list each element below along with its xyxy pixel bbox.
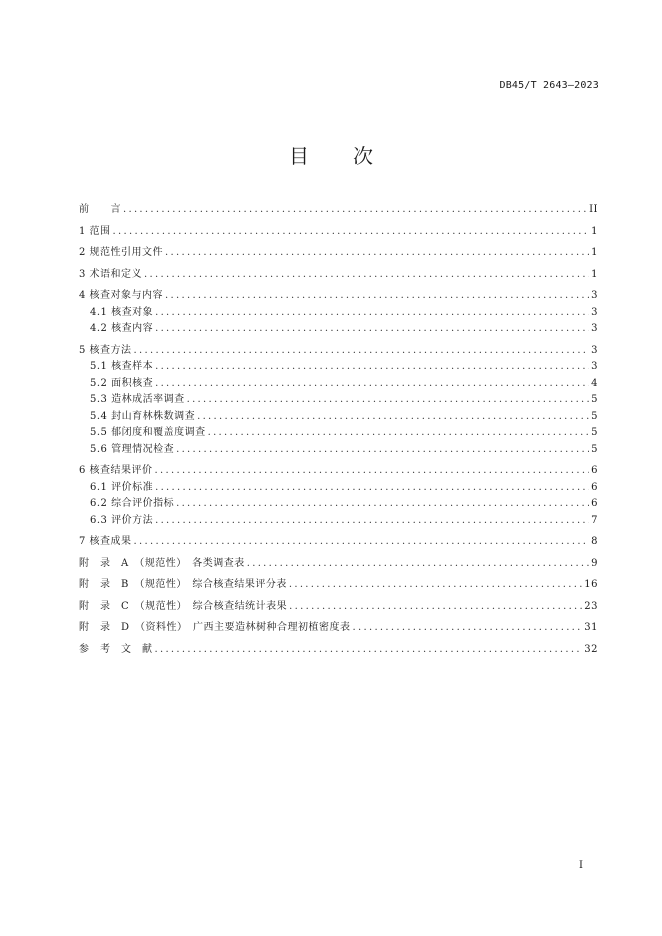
toc-entry-page: 8 [591,536,598,547]
toc-entry-label: 7 核查成果 [79,536,132,547]
toc-dot-leader [165,288,589,305]
toc-entry-label: 5.4 封山育林株数调查 [90,410,196,422]
toc-dot-leader [208,425,590,442]
toc-entry[interactable] [79,392,598,409]
toc-entry[interactable] [79,463,598,480]
toc-dot-leader [155,376,589,393]
toc-entry-page: 5 [591,410,598,422]
toc-dot-leader [155,463,590,480]
toc-dot-leader [144,267,589,284]
toc-entry-page: 31 [584,622,598,633]
toc-entry-page: 1 [591,247,598,258]
toc-entry-page: 5 [591,427,598,438]
toc-entry-page: 5 [591,443,598,455]
toc-entry-page: 16 [584,579,598,590]
toc-entry-page: 7 [591,514,598,526]
toc-entry-page: II [589,204,598,215]
toc-entry[interactable] [79,202,598,219]
toc-entry-label: 附 录 C （规范性） 综合核查结统计表果 [79,600,288,612]
toc-dot-leader [134,343,590,360]
toc-entry[interactable] [79,642,598,659]
toc-entry[interactable] [79,442,598,459]
toc-dot-leader [123,202,587,219]
toc-entry[interactable] [79,224,598,241]
toc-dot-leader [155,480,589,497]
toc-dot-leader [176,496,589,513]
toc-entry-label: 6.3 评价方法 [90,514,154,526]
toc-entry[interactable] [79,599,598,616]
table-of-contents [79,202,598,658]
toc-dot-leader [187,392,590,409]
toc-entry[interactable] [79,409,598,426]
toc-entry-page: 3 [591,361,598,372]
toc-entry-page: 5 [591,394,598,405]
title-char-1: 目 [289,144,309,168]
toc-dot-leader [353,620,583,637]
toc-dot-leader [289,599,582,616]
document-code: DB45/T 2643—2023 [499,80,599,91]
toc-entry-label: 5.3 造林成活率调查 [90,394,185,405]
toc-entry[interactable] [79,359,598,376]
toc-entry[interactable] [79,376,598,393]
toc-entry-page: 6 [591,498,598,509]
toc-entry-page: 9 [591,557,598,569]
toc-entry-page: 3 [591,344,598,356]
toc-entry-label: 前 言 [79,204,121,215]
toc-entry-label: 5.2 面积核查 [90,377,154,389]
toc-entry-page: 4 [591,377,598,389]
toc-entry-page: 3 [591,306,598,318]
toc-dot-leader [155,321,589,338]
toc-entry-label: 3 术语和定义 [79,268,143,280]
toc-dot-leader [155,513,589,530]
toc-entry[interactable] [79,496,598,513]
toc-entry-label: 1 范围 [79,225,111,237]
toc-entry[interactable] [79,620,598,637]
toc-entry-page: 3 [591,323,598,334]
toc-dot-leader [176,442,589,459]
toc-entry[interactable] [79,534,598,551]
toc-entry[interactable] [79,425,598,442]
toc-entry-page: 6 [591,481,598,493]
toc-dot-leader [165,245,589,262]
page-title [0,140,662,169]
toc-entry-label: 6 核查结果评价 [79,465,153,476]
toc-entry-page: 1 [591,225,598,237]
toc-dot-leader [155,642,583,659]
toc-entry-label: 5.5 郁闭度和覆盖度调查 [90,427,206,438]
toc-entry-page: 23 [584,600,598,612]
toc-entry[interactable] [79,321,598,338]
toc-entry[interactable] [79,556,598,573]
toc-entry-label: 4 核查对象与内容 [79,290,164,301]
toc-entry[interactable] [79,305,598,322]
toc-dot-leader [247,556,589,573]
toc-entry-label: 参 考 文 献 [79,643,153,655]
toc-entry[interactable] [79,513,598,530]
toc-dot-leader [134,534,590,551]
toc-entry-page: 1 [591,268,598,280]
toc-entry-label: 附 录 B （规范性） 综合核查结果评分表 [79,579,287,590]
toc-entry-label: 5.6 管理情况检查 [90,443,175,455]
toc-entry-page: 6 [591,465,598,476]
toc-entry-label: 2 规范性引用文件 [79,247,164,258]
toc-entry-page: 32 [584,643,598,655]
toc-entry-label: 5.1 核查样本 [90,361,154,372]
toc-entry[interactable] [79,288,598,305]
toc-entry[interactable] [79,577,598,594]
toc-dot-leader [113,224,590,241]
toc-entry-label: 4.2 核查内容 [90,323,154,334]
toc-dot-leader [289,577,582,594]
toc-entry-label: 6.1 评价标准 [90,481,154,493]
toc-entry-label: 附 录 D （资料性） 广西主要造林树种合理初植密度表 [79,622,351,633]
toc-dot-leader [155,359,589,376]
toc-dot-leader [155,305,589,322]
toc-entry[interactable] [79,343,598,360]
page-number: I [579,860,583,871]
toc-entry-page: 3 [591,290,598,301]
toc-entry-label: 附 录 A （规范性） 各类调查表 [79,557,245,569]
toc-dot-leader [197,409,589,426]
toc-entry-label: 5 核查方法 [79,344,132,356]
toc-entry[interactable] [79,245,598,262]
title-char-2: 次 [353,144,373,168]
toc-entry[interactable] [79,480,598,497]
toc-entry-label: 6.2 综合评价指标 [90,498,175,509]
toc-entry-label: 4.1 核查对象 [90,306,154,318]
toc-entry[interactable] [79,267,598,284]
